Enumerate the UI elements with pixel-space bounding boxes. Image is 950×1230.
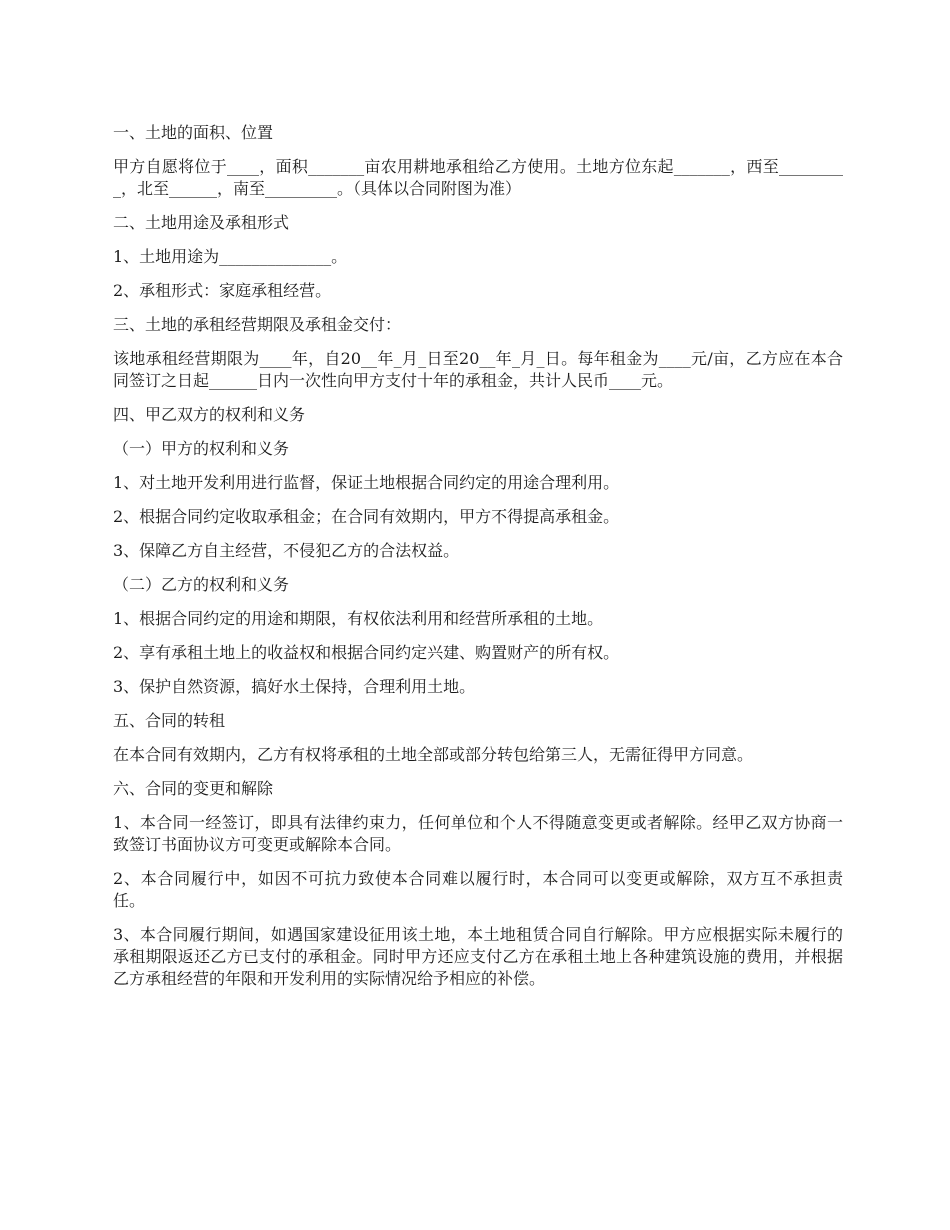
paragraph-change-item-2: 2、本合同履行中，如因不可抗力致使本合同难以履行时，本合同可以变更或解除，双方互不承担责任。 <box>113 869 843 910</box>
paragraph-party-a-item-3: 3、保障乙方自主经营，不侵犯乙方的合法权益。 <box>113 541 460 560</box>
subheading-party-a: （一）甲方的权利和义务 <box>113 439 290 458</box>
paragraph-party-a-item-2: 2、根据合同约定收取承租金；在合同有效期内，甲方不得提高承租金。 <box>113 507 620 526</box>
section-heading-land-use: 二、土地用途及承租形式 <box>113 213 290 232</box>
paragraph-lease-form: 2、承租形式：家庭承租经营。 <box>113 281 332 300</box>
section-heading-rights-obligations: 四、甲乙双方的权利和义务 <box>113 405 306 424</box>
section-heading-sublease: 五、合同的转租 <box>113 711 226 730</box>
section-heading-change-termination: 六、合同的变更和解除 <box>113 779 274 798</box>
paragraph-party-b-item-1: 1、根据合同约定的用途和期限，有权依法利用和经营所承租的土地。 <box>113 609 604 628</box>
paragraph-party-b-item-2: 2、享有承租土地上的收益权和根据合同约定兴建、购置财产的所有权。 <box>113 643 620 662</box>
subheading-party-b: （二）乙方的权利和义务 <box>113 575 290 594</box>
paragraph-party-a-item-1: 1、对土地开发利用进行监督，保证土地根据合同约定的用途合理利用。 <box>113 473 620 492</box>
paragraph-change-item-3: 3、本合同履行期间，如遇国家建设征用该土地，本土地租赁合同自行解除。甲方应根据实际未履行的承租期限返还乙方已支付的承租金。同时甲方还应支付乙方在承租土地上各种建筑设施的费用，并根据乙方承租经营的年限和开发利用的实际情况给予相应的补偿。 <box>113 925 843 988</box>
paragraph-land-location: 甲方自愿将位于____，面积_______亩农用耕地承租给乙方使用。土地方位东起_______，西至_________，北至______，南至_________。（具体以合同附图为准） <box>113 157 843 198</box>
section-heading-lease-term: 三、土地的承租经营期限及承租金交付： <box>113 315 402 334</box>
document-body <box>113 122 843 1002</box>
section-heading-area-location: 一、土地的面积、位置 <box>113 123 274 142</box>
paragraph-land-use: 1、土地用途为______________。 <box>113 247 348 266</box>
paragraph-lease-term: 该地承租经营期限为____年，自20__年_月_日至20__年_月_日。每年租金为____元/亩，乙方应在本合同签订之日起______日内一次性向甲方支付十年的承租金，共计人民币____元。 <box>113 349 843 390</box>
paragraph-sublease: 在本合同有效期内，乙方有权将承租的土地全部或部分转包给第三人，无需征得甲方同意。 <box>113 745 754 764</box>
paragraph-change-item-1: 1、本合同一经签订，即具有法律约束力，任何单位和个人不得随意变更或者解除。经甲乙双方协商一致签订书面协议方可变更或解除本合同。 <box>113 813 843 854</box>
paragraph-party-b-item-3: 3、保护自然资源，搞好水土保持，合理利用土地。 <box>113 677 476 696</box>
